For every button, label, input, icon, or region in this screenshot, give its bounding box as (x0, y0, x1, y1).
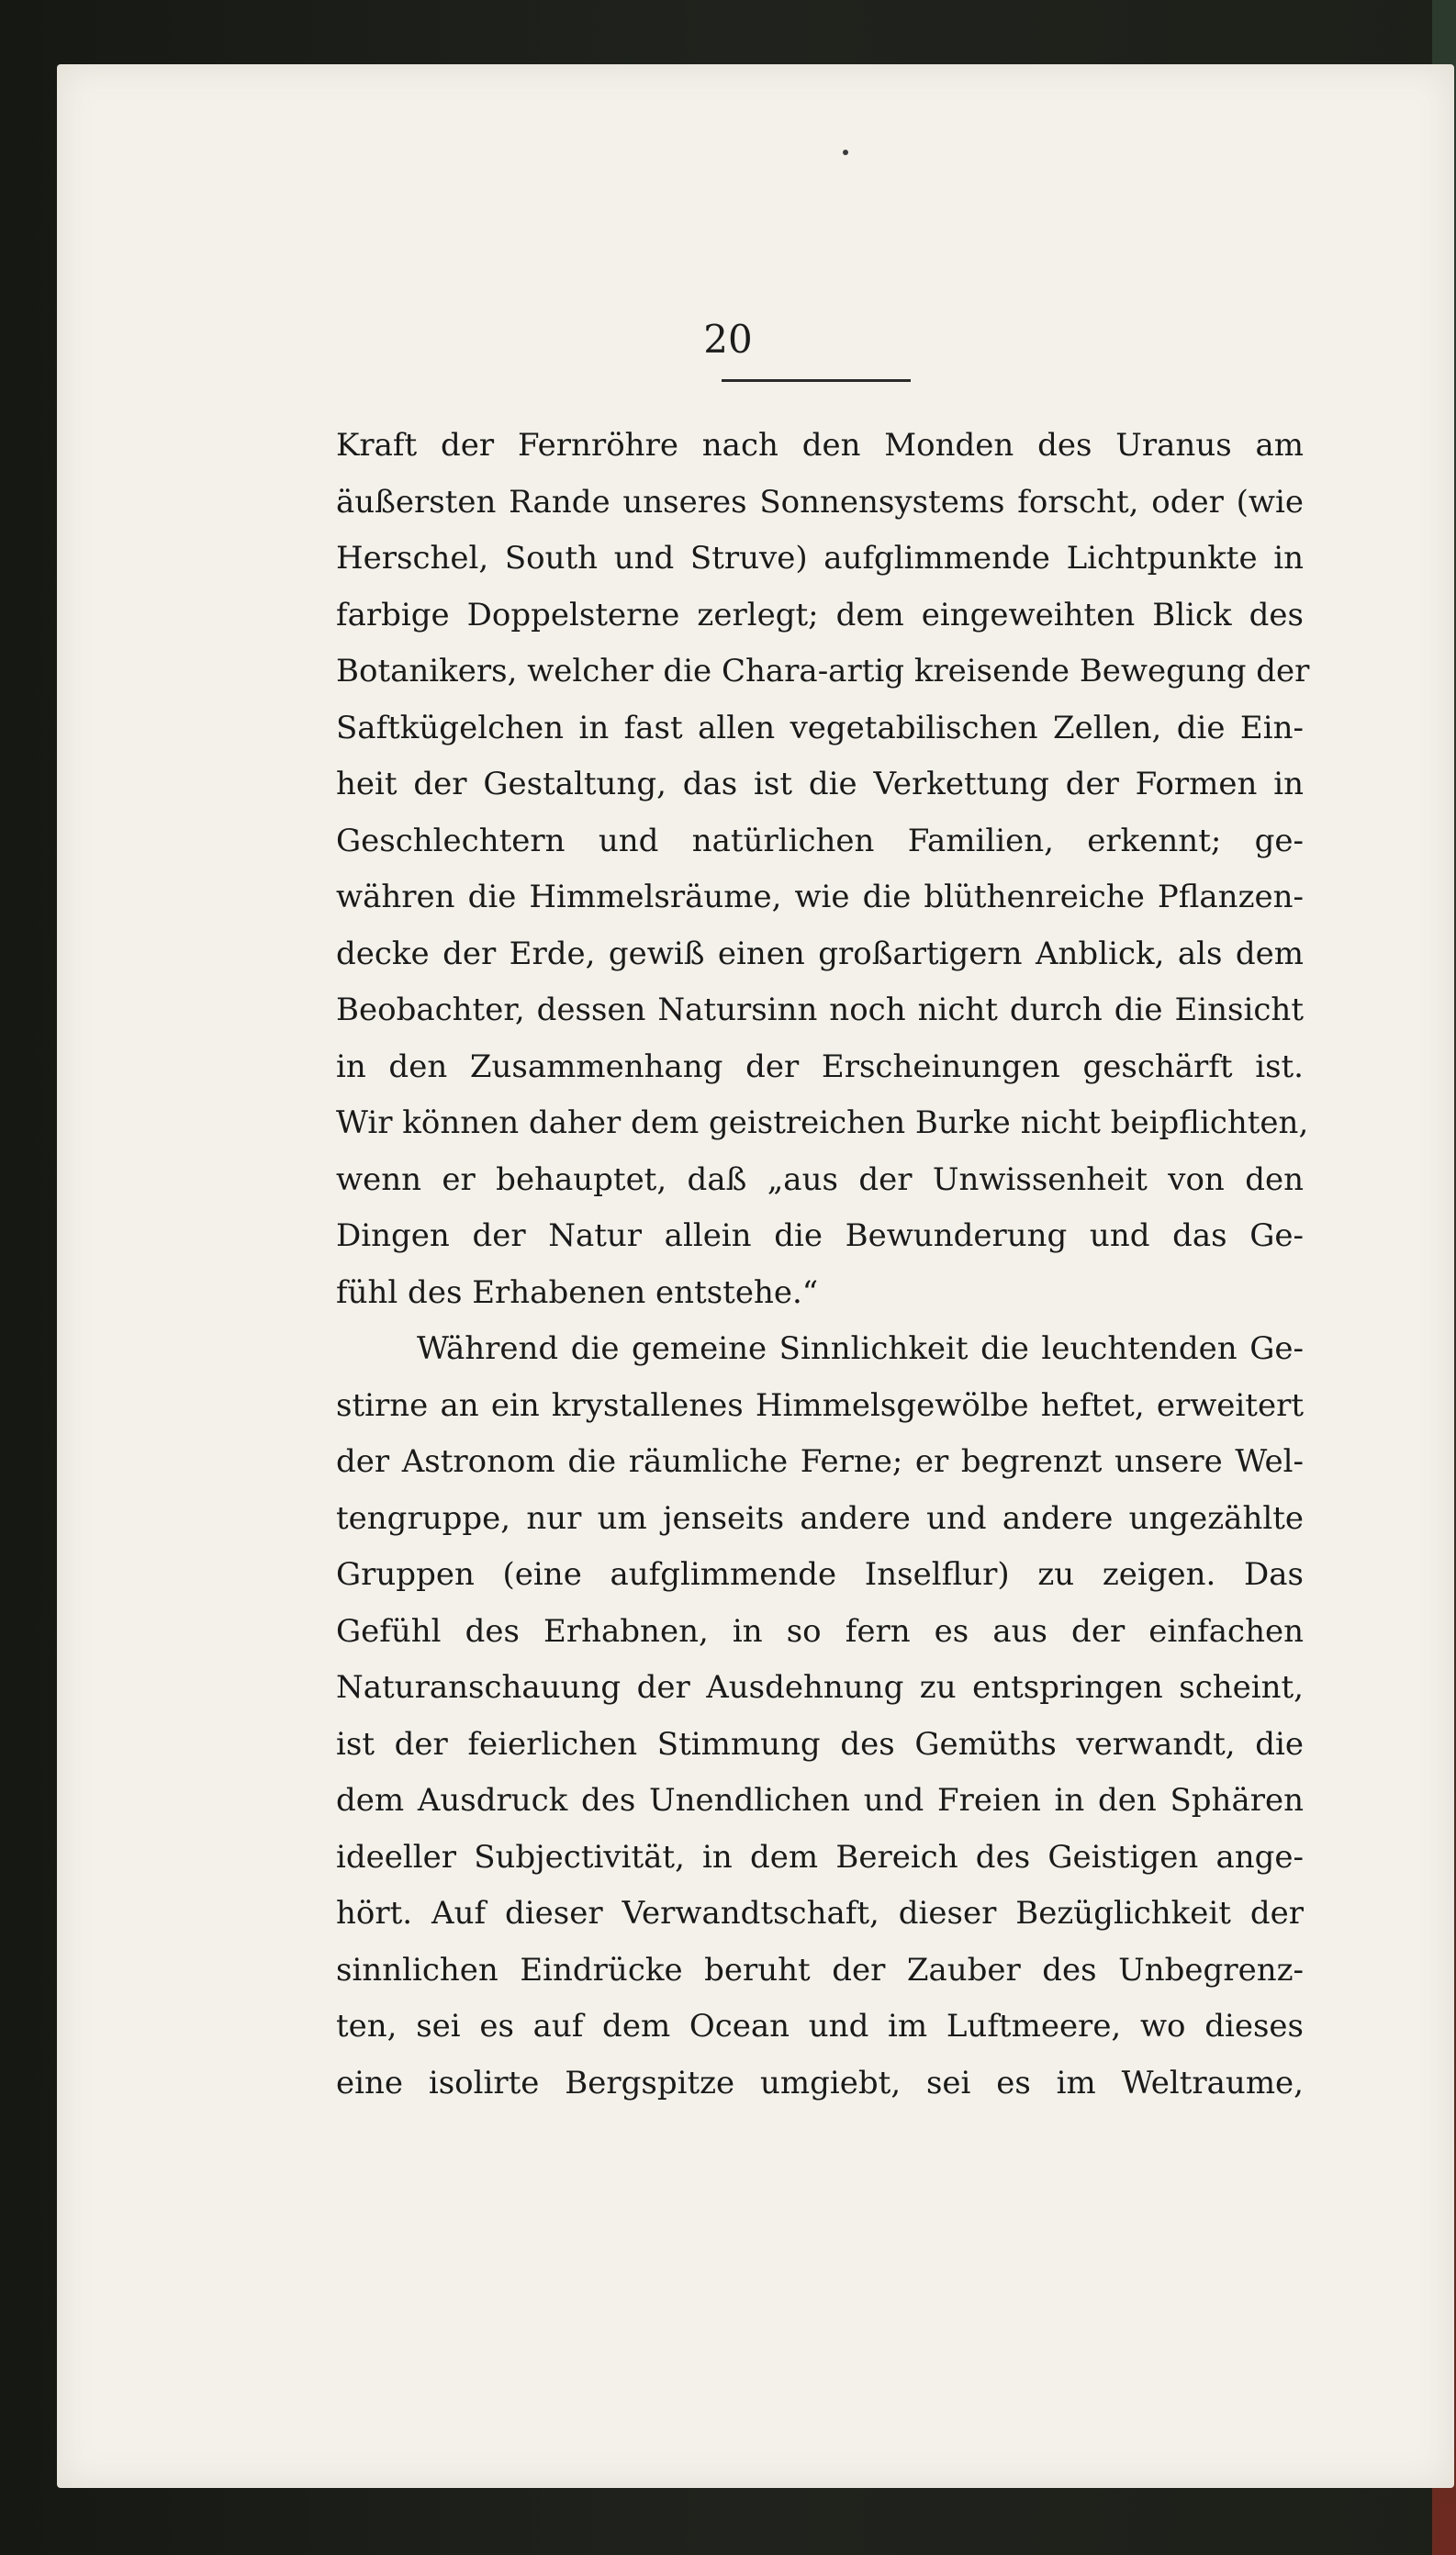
text-line: äußersten Rande unseres Sonnensystems forscht, oder (wie (336, 483, 1304, 521)
text-line: ten, sei es auf dem Ocean und im Luftmeere, wo dieses (336, 2008, 1304, 2045)
text-line: ist der feierlichen Stimmung des Gemüths verwandt, die (336, 1725, 1304, 1763)
text-line: sinnlichen Eindrücke beruht der Zauber des Unbegrenz- (336, 1951, 1304, 1989)
text-line: dem Ausdruck des Unendlichen und Freien in den Sphären (336, 1782, 1304, 1819)
text-line: Geschlechtern und natürlichen Familien, erkennt; ge- (336, 822, 1304, 859)
text-line: farbige Doppelsterne zerlegt; dem eingeweihten Blick des (336, 596, 1304, 633)
text-line: hört. Auf dieser Verwandtschaft, dieser Bezüglichkeit der (336, 1895, 1304, 1932)
text-line: ideeller Subjectivität, in dem Bereich des Geistigen ange- (336, 1838, 1304, 1876)
text-line: Naturanschauung der Ausdehnung zu entspringen scheint, (336, 1669, 1304, 1706)
ink-speck (843, 150, 848, 155)
text-line: währen die Himmelsräume, wie die blüthenreiche Pflanzen- (336, 879, 1304, 915)
text-line: stirne an ein krystallenes Himmelsgewölbe heftet, erweitert (336, 1386, 1304, 1424)
text-line: fühl des Erhabenen entstehe.“ (336, 1273, 819, 1311)
page-number: 20 (703, 317, 753, 362)
text-line: Gruppen (eine aufglimmende Inselflur) zu zeigen. Das (336, 1556, 1304, 1593)
text-line: wenn er behauptet, daß „aus der Unwissenheit von den (336, 1160, 1304, 1198)
text-line: Während die gemeine Sinnlichkeit die leuchtenden Ge- (417, 1330, 1304, 1367)
text-line: Gefühl des Erhabnen, in so fern es aus der einfachen (336, 1612, 1304, 1650)
body-text (336, 418, 1310, 2112)
text-line: Kraft der Fernröhre nach den Monden des Uranus am (336, 427, 1304, 464)
text-line: decke der Erde, gewiß einen großartigern Anblick, als dem (336, 935, 1304, 972)
text-line: tengruppe, nur um jenseits andere und andere ungezählte (336, 1499, 1304, 1537)
text-line: in den Zusammenhang der Erscheinungen geschärft ist. (336, 1048, 1304, 1085)
text-line: Botanikers, welcher die Chara-artig kreisende Bewegung der (336, 653, 1310, 689)
text-line: Herschel, South und Struve) aufglimmende Lichtpunkte in (336, 540, 1304, 577)
text-line: Dingen der Natur allein die Bewunderung und das Ge- (336, 1217, 1304, 1254)
text-line: heit der Gestaltung, das ist die Verkettung der Formen in (336, 766, 1304, 802)
header-rule (722, 379, 911, 382)
text-line: eine isolirte Bergspitze umgiebt, sei es im Weltraume, (336, 2064, 1304, 2101)
text-line: Beobachter, dessen Natursinn noch nicht durch die Einsicht (336, 992, 1304, 1028)
text-line: der Astronom die räumliche Ferne; er begrenzt unsere Wel- (336, 1443, 1304, 1480)
text-line: Wir können daher dem geistreichen Burke nicht beipflichten, (336, 1104, 1309, 1141)
text-line: Saftkügelchen in fast allen vegetabilischen Zellen, die Ein- (336, 709, 1304, 746)
